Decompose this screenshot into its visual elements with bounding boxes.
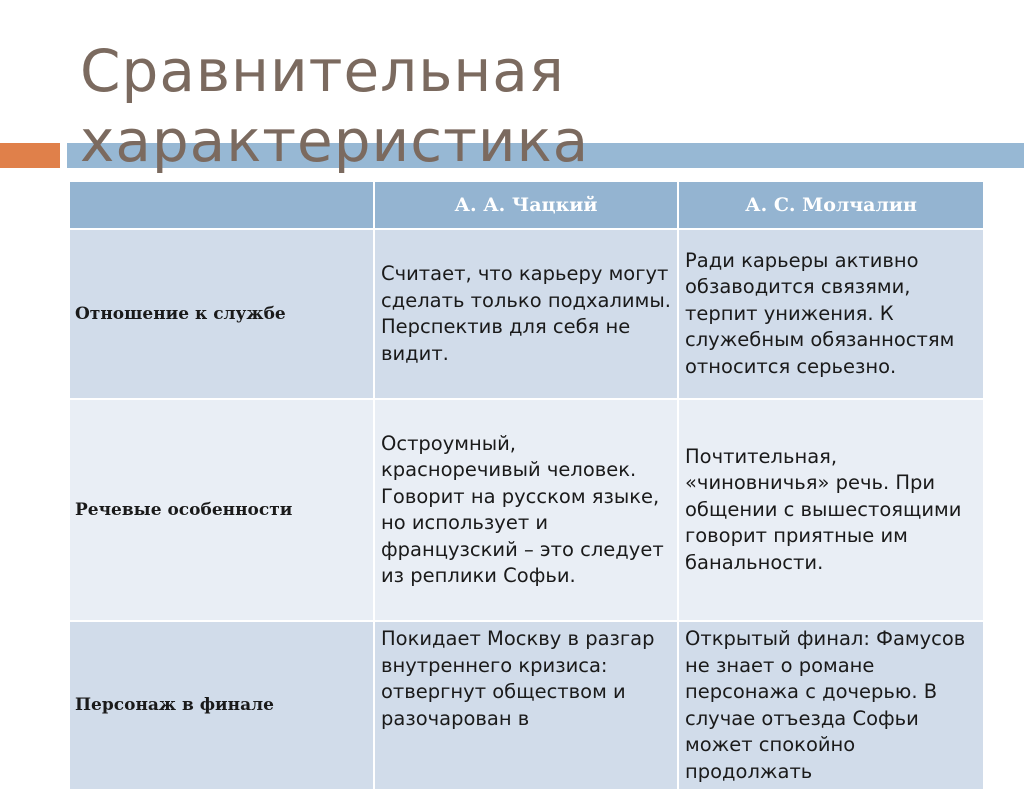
- cell-molchalin: Почтительная, «чиновничья» речь. При общении с вышестоящими говорит приятные им банальности.: [678, 399, 984, 621]
- slide-title-line-1: Сравнительная: [80, 37, 565, 105]
- table-row: [69, 621, 984, 790]
- table-row: [69, 229, 984, 399]
- row-label: Отношение к службе: [69, 229, 374, 399]
- row-label: Речевые особенности: [69, 399, 374, 621]
- comparison-table: [68, 180, 985, 791]
- row-label: Персонаж в финале: [69, 621, 374, 790]
- slide-title-line-2: характеристика: [80, 107, 590, 175]
- table-header-row: [69, 181, 984, 229]
- header-cell-chatsky: А. А. Чацкий: [374, 181, 678, 229]
- header-cell-empty: [69, 181, 374, 229]
- table-row: [69, 399, 984, 621]
- cell-molchalin: Ради карьеры активно обзаводится связями, терпит унижения. К служебным обязанностям относится серьезно.: [678, 229, 984, 399]
- cell-chatsky: Покидает Москву в разгар внутреннего кризиса: отвергнут обществом и разочарован в: [374, 621, 678, 790]
- header-cell-molchalin: А. С. Молчалин: [678, 181, 984, 229]
- slide-title: [80, 36, 589, 176]
- cell-molchalin: Открытый финал: Фамусов не знает о романе персонажа с дочерью. В случае отъезда Софьи может спокойно продолжать: [678, 621, 984, 790]
- accent-bar-orange: [0, 143, 60, 168]
- cell-chatsky: Остроумный, красноречивый человек. Говорит на русском языке, но использует и французский – это следует из реплики Софьи.: [374, 399, 678, 621]
- cell-chatsky: Считает, что карьеру могут сделать только подхалимы. Перспектив для себя не видит.: [374, 229, 678, 399]
